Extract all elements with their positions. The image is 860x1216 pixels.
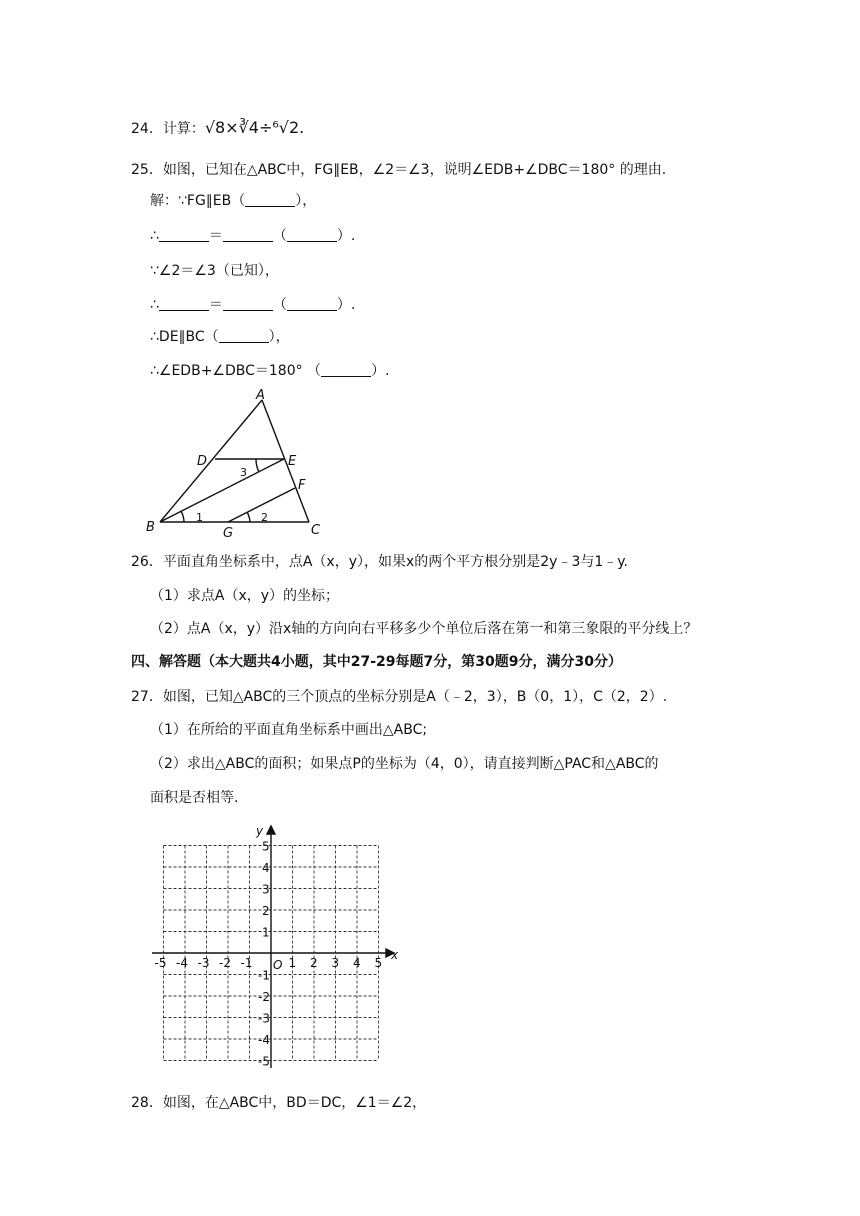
label-b: B xyxy=(146,520,155,535)
arc-2 xyxy=(247,512,250,522)
answer-blank[interactable] xyxy=(159,296,209,311)
q25-line3: ∵∠2＝∠3（已知）， xyxy=(150,263,279,279)
answer-blank[interactable] xyxy=(287,227,337,242)
angle-label-1: 1 xyxy=(196,511,203,524)
q25-line1: 解：∵FG∥EB（ ）， xyxy=(150,193,317,209)
y-tick-label: -1 xyxy=(258,968,270,983)
q25-line5: ∴DE∥BC（ ）， xyxy=(150,329,290,345)
triangle-figure xyxy=(140,388,340,538)
x-tick-label: 4 xyxy=(353,956,361,970)
x-tick-label: 3 xyxy=(331,956,340,970)
side-ac xyxy=(262,400,309,522)
question-number: 27． xyxy=(131,689,163,705)
q25-line4: ∴ ＝ （ ）. xyxy=(150,297,356,313)
section-heading: 四、解答题（本大题共4小题，其中27-29每题7分，第30题9分，满分30分） xyxy=(131,654,622,670)
y-tick-label: -4 xyxy=(258,1033,270,1047)
y-tick-label: -5 xyxy=(258,1054,270,1069)
q27-part2: （2）求出△ABC的面积；如果点P的坐标为（4，0），请直接判断△PAC和△ABC的 xyxy=(150,756,659,772)
question-number: 28． xyxy=(131,1095,163,1111)
question-text: 如图，已知△ABC的三个顶点的坐标分别是A（﹣2，3），B（0，1），C（2，2）. xyxy=(162,689,668,705)
coordinate-grid xyxy=(148,822,408,1072)
q27-part2-cont: 面积是否相等. xyxy=(150,790,239,806)
x-tick-label: -3 xyxy=(197,956,210,970)
y-axis-label: y xyxy=(256,824,264,838)
q26-part1: （1）求点A（x，y）的坐标； xyxy=(150,588,340,604)
answer-blank[interactable] xyxy=(245,192,295,207)
q27-stem xyxy=(131,687,667,707)
x-tick-label: -4 xyxy=(176,956,188,970)
label-e: E xyxy=(288,454,297,469)
y-tick-label: 5 xyxy=(262,839,270,854)
math-expression: √8×∛4÷⁶√2. xyxy=(204,118,305,137)
answer-blank[interactable] xyxy=(287,296,337,311)
q25-line2: ∴ ＝ （ ）. xyxy=(150,228,356,244)
label-c: C xyxy=(311,523,321,538)
y-tick-label: 4 xyxy=(262,861,270,875)
x-tick-label: -2 xyxy=(219,956,231,970)
question-text: 如图，已知在△ABC中，FG∥EB，∠2＝∠3，说明∠EDB+∠DBC＝180° 的理由. xyxy=(162,162,667,178)
question-text: 如图，在△ABC中，BD＝DC，∠1＝∠2， xyxy=(162,1095,427,1111)
q28-stem xyxy=(131,1093,426,1113)
q26-stem xyxy=(131,552,628,572)
x-tick-label: -5 xyxy=(154,956,167,970)
question-text: 平面直角坐标系中，点A（x，y），如果x的两个平方根分别是2y﹣3与1﹣y. xyxy=(162,554,629,570)
answer-blank[interactable] xyxy=(219,328,269,343)
question-number: 26． xyxy=(131,554,163,570)
arc-3 xyxy=(256,459,259,472)
arc-1 xyxy=(181,511,184,522)
y-tick-label: 1 xyxy=(262,925,270,940)
q25-line6: ∴∠EDB+∠DBC＝180° （ ）. xyxy=(150,363,390,379)
answer-blank[interactable] xyxy=(223,227,273,242)
y-tick-label: 2 xyxy=(262,904,270,918)
x-tick-label: 1 xyxy=(288,956,297,970)
y-axis-arrow-icon xyxy=(267,826,275,834)
question-label: 计算： xyxy=(162,121,205,137)
answer-blank[interactable] xyxy=(159,227,209,242)
label-f: F xyxy=(298,478,306,493)
label-d: D xyxy=(197,454,208,469)
side-ab xyxy=(160,400,262,522)
q26-part2: （2）点A（x，y）沿x轴的方向向右平移多少个单位后落在第一和第三象限的平分线上？ xyxy=(150,621,698,637)
origin-label: O xyxy=(273,958,283,972)
question-number: 24． xyxy=(131,121,163,137)
q27-part1: （1）在所给的平面直角坐标系中画出△ABC; xyxy=(150,722,428,738)
angle-label-2: 2 xyxy=(261,511,268,524)
answer-blank[interactable] xyxy=(321,362,371,377)
label-g: G xyxy=(223,526,234,538)
label-a: A xyxy=(256,388,265,403)
x-axis-label: x xyxy=(391,948,399,962)
x-tick-label: -1 xyxy=(240,956,253,970)
q25-stem xyxy=(131,160,666,180)
x-tick-label: 5 xyxy=(374,956,383,970)
y-tick-label: 3 xyxy=(262,882,270,897)
y-tick-label: -3 xyxy=(258,1011,270,1026)
q24 xyxy=(131,118,304,139)
angle-label-3: 3 xyxy=(240,466,247,479)
x-tick-label: 2 xyxy=(310,956,318,970)
question-number: 25． xyxy=(131,162,163,178)
y-tick-label: -2 xyxy=(258,990,270,1004)
answer-blank[interactable] xyxy=(223,296,273,311)
